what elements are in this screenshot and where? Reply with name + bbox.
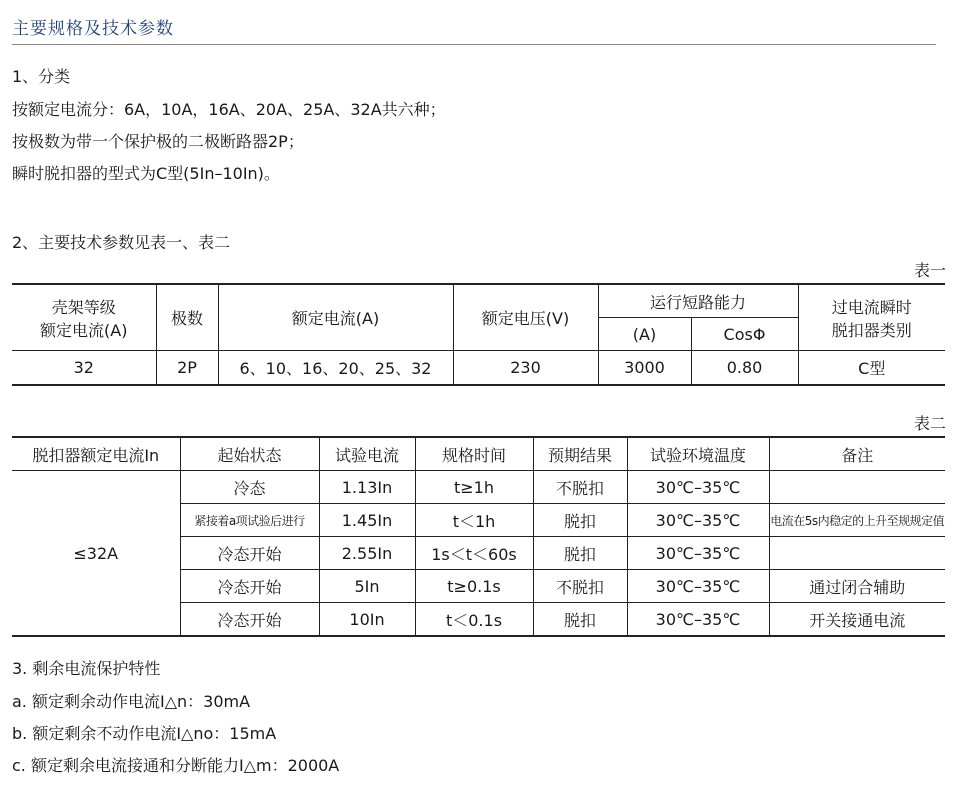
t1-header-rated-voltage: 额定电压(V) [453, 284, 598, 351]
t2-cell-current: 1.45In [319, 504, 415, 537]
t1-header-cos: CosΦ [691, 318, 798, 351]
t1-cell-breaking-a: 3000 [598, 351, 691, 386]
t2-cell-note: 电流在5s内稳定的上升至规规定值 [769, 504, 945, 537]
t1-header-rated-current: 额定电流(A) [218, 284, 453, 351]
t2-cell-temp: 30℃–35℃ [627, 570, 769, 603]
t2-header-rated: 脱扣器额定电流In [12, 437, 180, 471]
t2-cell-state: 冷态开始 [180, 537, 319, 570]
t2-cell-note: 开关接通电流 [769, 603, 945, 637]
t2-cell-time: t≥0.1s [415, 570, 533, 603]
t2-cell-current: 10In [319, 603, 415, 637]
t1-header-breaking: 运行短路能力 [598, 284, 798, 318]
table2-caption: 表二 [913, 414, 946, 433]
t2-cell-temp: 30℃–35℃ [627, 603, 769, 637]
t2-cell-result: 不脱扣 [533, 471, 627, 504]
t2-header-time: 规格时间 [415, 437, 533, 471]
t1-header-trip-a: 过电流瞬时 [831, 297, 912, 317]
t2-cell-state: 冷态开始 [180, 570, 319, 603]
residual-non-operating-current: b. 额定剩余不动作电流I△no：15mA [12, 724, 277, 743]
table-row [12, 351, 945, 386]
title-divider [12, 44, 936, 45]
classification-trip: 瞬时脱扣器的型式为C型(5In–10In)。 [12, 164, 280, 183]
t2-header-note: 备注 [769, 437, 945, 471]
t2-cell-note [769, 537, 945, 570]
t2-cell-temp: 30℃–35℃ [627, 504, 769, 537]
t2-header-state: 起始状态 [180, 437, 319, 471]
t2-header-temp: 试验环境温度 [627, 437, 769, 471]
t2-header-result: 预期结果 [533, 437, 627, 471]
t2-cell-state: 紧接着a项试验后进行 [180, 504, 319, 537]
t1-cell-trip: C型 [798, 351, 945, 386]
t2-cell-state: 冷态开始 [180, 603, 319, 637]
t2-cell-current: 5In [319, 570, 415, 603]
t1-header-breaking-a: (A) [598, 318, 691, 351]
residual-making-breaking-capacity: c. 额定剩余电流接通和分断能力I△m：2000A [12, 756, 340, 775]
t1-header-frame [12, 284, 156, 351]
t2-cell-time: t＜1h [415, 504, 533, 537]
t2-header-current: 试验电流 [319, 437, 415, 471]
residual-operating-current: a. 额定剩余动作电流I△n：30mA [12, 692, 251, 711]
t1-header-poles: 极数 [156, 284, 218, 351]
t2-cell-current: 1.13In [319, 471, 415, 504]
t2-cell-result: 不脱扣 [533, 570, 627, 603]
t1-cell-frame: 32 [12, 351, 156, 386]
t2-cell-temp: 30℃–35℃ [627, 471, 769, 504]
section2-heading: 2、主要技术参数见表一、表二 [12, 233, 231, 252]
t2-cell-time: t＜0.1s [415, 603, 533, 637]
t1-header-trip-b: 脱扣器类别 [831, 320, 912, 340]
t1-header-frame-b: 额定电流(A) [40, 320, 128, 340]
t2-cell-result: 脱扣 [533, 504, 627, 537]
classification-current: 按额定电流分：6A，10A，16A、20A、25A、32A共六种； [12, 100, 446, 119]
table-1 [12, 283, 945, 386]
table-2 [12, 436, 945, 637]
t2-cell-range: ≤32A [12, 471, 180, 637]
table1-caption: 表一 [913, 261, 946, 280]
section3-heading: 3. 剩余电流保护特性 [12, 659, 161, 678]
t2-cell-time: 1s＜t＜60s [415, 537, 533, 570]
t2-cell-time: t≥1h [415, 471, 533, 504]
t1-header-trip [798, 284, 945, 351]
t2-cell-temp: 30℃–35℃ [627, 537, 769, 570]
table-row [12, 471, 945, 504]
t2-cell-result: 脱扣 [533, 603, 627, 637]
t1-cell-rated-voltage: 230 [453, 351, 598, 386]
t1-header-frame-a: 壳架等级 [51, 297, 116, 317]
t2-cell-current: 2.55In [319, 537, 415, 570]
t2-cell-note [769, 471, 945, 504]
t2-cell-note: 通过闭合辅助 [769, 570, 945, 603]
classification-poles: 按极数为带一个保护极的二极断路器2P； [12, 132, 304, 151]
t2-cell-result: 脱扣 [533, 537, 627, 570]
t1-cell-cos: 0.80 [691, 351, 798, 386]
t1-cell-rated-current: 6、10、16、20、25、32 [218, 351, 453, 386]
t1-cell-poles: 2P [156, 351, 218, 386]
page-title: 主要规格及技术参数 [12, 19, 174, 39]
section1-heading: 1、分类 [12, 67, 71, 86]
t2-cell-state: 冷态 [180, 471, 319, 504]
